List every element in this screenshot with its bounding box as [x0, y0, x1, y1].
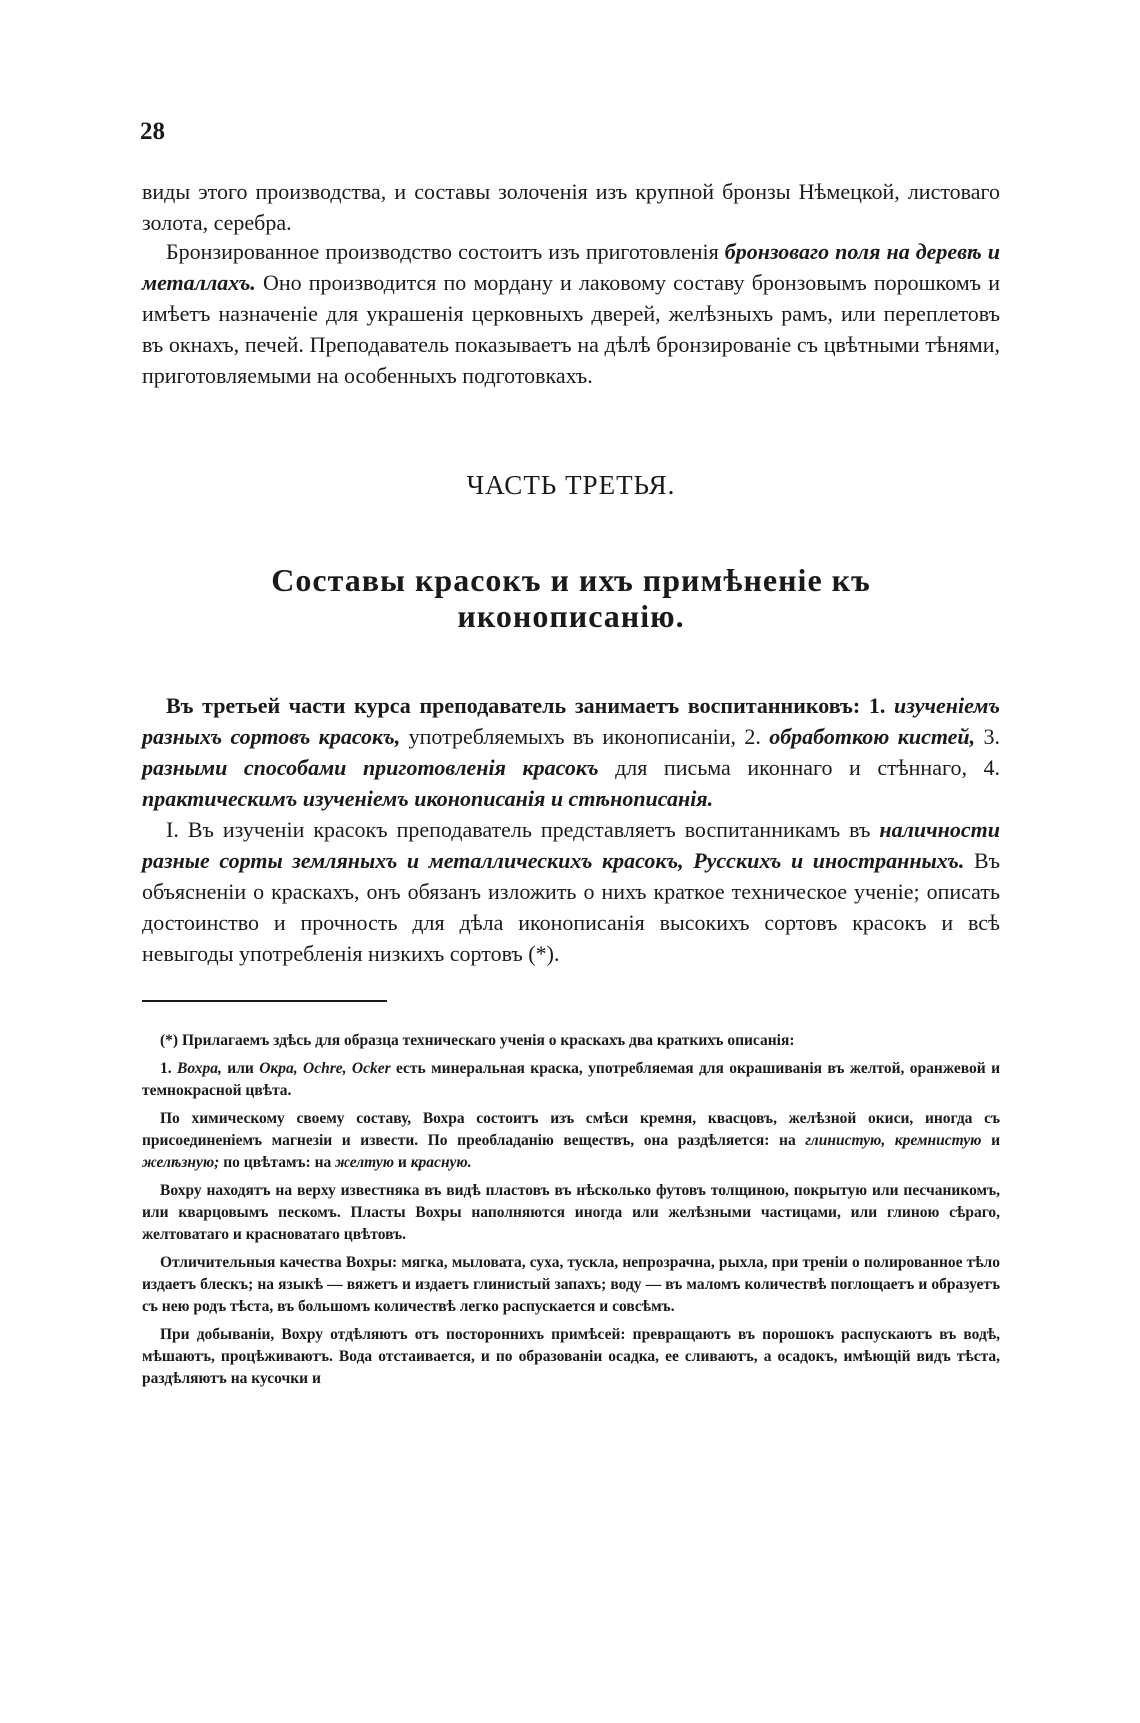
- emphasis-text: Окра, Ochre, Ocker: [259, 1060, 391, 1077]
- footnote-ochre-qualities: Отличительныя качества Вохры: мягка, мыловата, суха, тускла, непрозрачна, рыхла, при треніи о полированное тѣло издаетъ блескъ; на языкѣ — вяжетъ и издаетъ глинистый запахъ; воду — въ маломъ количествѣ поглощаетъ и образуетъ съ нею родъ тѣста, въ большомъ количествѣ легко распускается и совсѣмъ.: [142, 1254, 1000, 1315]
- emphasis-text: наличности разные сорты земляныхъ и металлическихъ красокъ, Русскихъ и иностранныхъ.: [142, 817, 1000, 873]
- text-run: I. Въ изученіи красокъ преподаватель представляетъ воспитанникамъ въ: [166, 817, 880, 842]
- text-run: Оно производится по мордану и лаковому составу бронзовымъ порошкомъ и имѣетъ назначеніе для украшенія церковныхъ дверей, желѣзныхъ рамъ, или переплетовъ въ окнахъ, печей. Преподаватель показываетъ на дѣлѣ бронзированіе съ цвѣтными тѣнями, приготовляемыми на особенныхъ подготовкахъ.: [142, 270, 1000, 388]
- text-run: для письма иконнаго и стѣннаго, 4.: [598, 755, 1000, 780]
- footnote-ochre-deposits: Вохру находятъ на верху известняка въ видѣ пластовъ въ нѣсколько футовъ толщиною, покрытую или песчаникомъ, или кварцовымъ пескомъ. Пласты Вохры наполняются иногда или желѣзными частицами, или глиною сѣраго, желтоватаго и красноватаго цвѣтовъ.: [142, 1182, 1000, 1243]
- footnote-ochre-extraction: При добываніи, Вохру отдѣляютъ отъ постороннихъ примѣсей: превращаютъ въ порошокъ распускаютъ въ водѣ, мѣшаютъ, процѣживаютъ. Вода отстаивается, и по образованіи осадка, ее сливаютъ, а осадокъ, имѣющій видъ тѣста, раздѣляютъ на кусочки и: [142, 1326, 1000, 1387]
- text-run: употребляемыхъ въ иконописаніи, 2.: [400, 724, 770, 749]
- text-run: и: [394, 1154, 411, 1171]
- emphasis-text: изученіемъ разныхъ сортовъ красокъ,: [142, 693, 1000, 749]
- text-run: или: [221, 1060, 260, 1077]
- text-run: Въ объясненіи о краскахъ, онъ обязанъ изложить о нихъ краткое техническое ученіе; описать достоинство и прочность для дѣла иконописанія высокихъ сортовъ красокъ и всѣ невыгоды употребленія низкихъ сортовъ (*).: [142, 848, 1000, 966]
- emphasis-text: желтую: [335, 1154, 395, 1171]
- part-heading: ЧАСТЬ ТРЕТЬЯ.: [466, 470, 676, 500]
- footnote-divider: [142, 1000, 387, 1002]
- text-run: 1.: [160, 1060, 177, 1077]
- section-title: Составы красокъ и ихъ примѣненіе къ иконописанію.: [271, 562, 871, 634]
- text-run: 3.: [975, 724, 1001, 749]
- page-number: 28: [140, 118, 165, 145]
- emphasis-text: красную.: [410, 1154, 472, 1171]
- emphasis-text: глинистую, кремнистую: [805, 1132, 982, 1149]
- text-run: По химическому своему составу, Вохра состоитъ изъ смѣси кремня, квасцовъ, желѣзной окиси, иногда съ присоединеніемъ магнезіи и извести. По преобладанію веществъ, она раздѣляется: на: [142, 1110, 1000, 1149]
- text-run: по цвѣтамъ: на: [219, 1154, 336, 1171]
- emphasis-text: разными способами приготовленія красокъ: [142, 755, 599, 780]
- paragraph-bronzing: [142, 236, 1000, 391]
- emphasis-text: желѣзную;: [142, 1154, 220, 1171]
- paragraph-continued: виды этого производства, и составы золоченія изъ крупной бронзы Нѣмецкой, листоваго золота, серебра.: [142, 179, 1000, 235]
- text-run: есть минеральная краска, употребляемая для окрашиванія въ желтой, оранжевой и темнокрасной цвѣта.: [142, 1060, 1000, 1099]
- emphasis-text: практическимъ изученіемъ иконописанія и стѣнописанія.: [142, 786, 714, 811]
- text-run: Бронзированное производство состоитъ изъ приготовленія: [166, 239, 725, 264]
- emphasis-text: бронзоваго поля на деревѣ и металлахъ.: [142, 239, 1000, 295]
- text-run: и: [981, 1132, 1001, 1149]
- text-run: Въ третьей части курса преподаватель занимаетъ воспитанниковъ: 1.: [166, 693, 895, 718]
- emphasis-text: обработкою кистей,: [769, 724, 976, 749]
- paragraph-course-part-three: [142, 690, 1000, 814]
- footnote-ochre-definition: [142, 1058, 1000, 1102]
- paragraph-paints-study: [142, 814, 1000, 969]
- footnote-ochre-composition: [142, 1108, 1000, 1174]
- footnotes: [142, 1030, 1000, 1396]
- emphasis-text: Вохра,: [177, 1060, 222, 1077]
- footnote-intro: (*) Прилагаемъ здѣсь для образца техническаго ученія о краскахъ два краткихъ описанія:: [160, 1032, 795, 1049]
